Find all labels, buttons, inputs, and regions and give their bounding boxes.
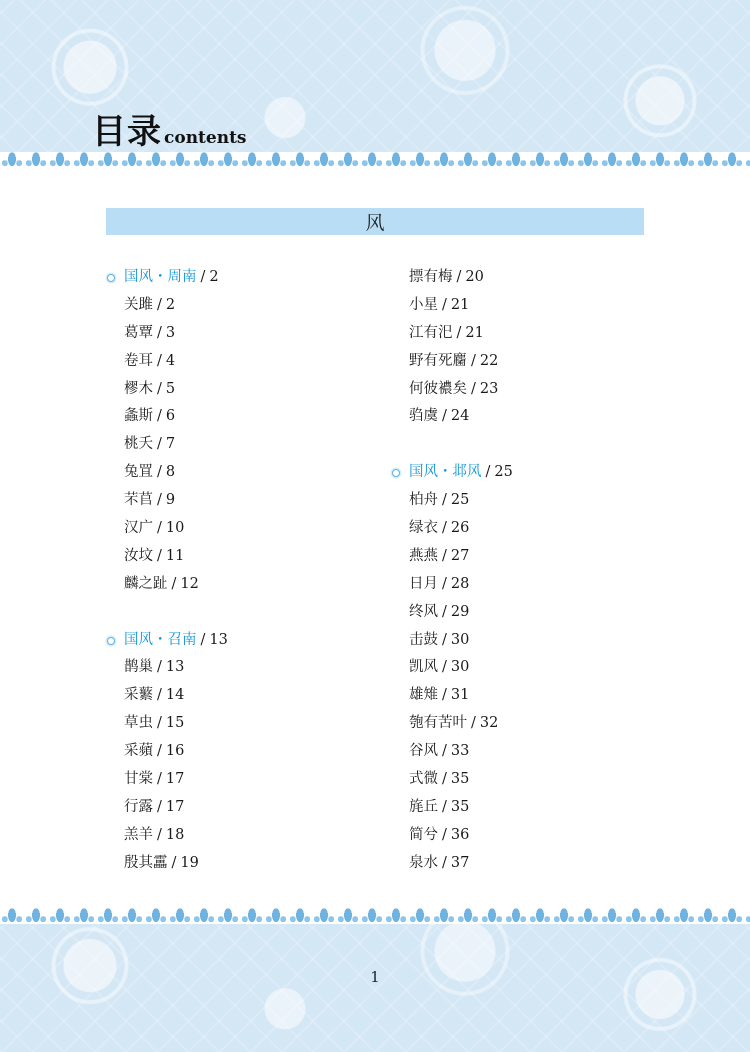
toc-page-number: 17 xyxy=(165,771,185,788)
toc-entry[interactable] xyxy=(391,710,631,738)
toc-entry[interactable] xyxy=(391,682,631,710)
page-number: 1 xyxy=(370,968,380,986)
toc-page-number: 25 xyxy=(494,464,513,481)
toc-entry-title: 江有汜 xyxy=(409,324,453,341)
toc-entry-title: 谷风 xyxy=(409,743,438,760)
toc-separator: / xyxy=(157,436,162,453)
toc-separator: / xyxy=(157,715,162,732)
toc-entry[interactable] xyxy=(391,571,631,599)
toc-page-number: 21 xyxy=(450,296,470,313)
toc-entry[interactable] xyxy=(391,766,631,794)
toc-entry-title: 国风・邶风 xyxy=(409,464,482,481)
toc-entry[interactable] xyxy=(106,403,346,431)
section-heading: 风 xyxy=(365,212,385,234)
toc-separator: / xyxy=(157,520,162,537)
toc-separator: / xyxy=(442,854,447,871)
toc-section-header[interactable] xyxy=(106,264,346,292)
toc-page-number: 31 xyxy=(450,687,470,704)
toc-separator: / xyxy=(442,547,447,564)
toc-separator: / xyxy=(442,296,447,313)
toc-page-number: 11 xyxy=(165,547,185,564)
toc-page-number: 32 xyxy=(479,715,499,732)
toc-entry[interactable] xyxy=(106,459,346,487)
toc-entry[interactable] xyxy=(391,738,631,766)
toc-entry[interactable] xyxy=(106,543,346,571)
toc-entry-title: 桃夭 xyxy=(124,436,153,453)
toc-entry-title: 野有死麕 xyxy=(409,352,467,369)
toc-separator: / xyxy=(200,631,206,648)
toc-separator: / xyxy=(442,603,447,620)
toc-separator: / xyxy=(442,575,447,592)
toc-entry[interactable] xyxy=(391,543,631,571)
toc-entry[interactable] xyxy=(106,850,346,878)
toc-entry-title: 葛覃 xyxy=(124,324,153,341)
toc-entry[interactable] xyxy=(391,403,631,431)
toc-separator: / xyxy=(157,547,162,564)
toc-entry[interactable] xyxy=(106,822,346,850)
toc-page-number: 26 xyxy=(450,520,470,537)
toc-page-number: 24 xyxy=(450,408,470,425)
toc-separator: / xyxy=(157,687,162,704)
bottom-fringe-border xyxy=(0,908,750,924)
toc-page-number: 18 xyxy=(165,826,185,843)
toc-separator: / xyxy=(442,520,447,537)
toc-page-number: 19 xyxy=(180,854,199,871)
toc-separator: / xyxy=(157,826,162,843)
toc-entry[interactable] xyxy=(106,654,346,682)
toc-entry[interactable] xyxy=(391,822,631,850)
toc-entry-title: 芣苢 xyxy=(124,492,153,509)
toc-entry[interactable] xyxy=(106,376,346,404)
toc-page-number: 27 xyxy=(450,547,470,564)
toc-entry-title: 简兮 xyxy=(409,826,438,843)
toc-entry-title: 卷耳 xyxy=(124,352,153,369)
toc-entry[interactable] xyxy=(106,515,346,543)
toc-page-number: 21 xyxy=(465,324,484,341)
toc-entry[interactable] xyxy=(106,682,346,710)
toc-entry[interactable] xyxy=(106,320,346,348)
toc-entry-title: 国风・周南 xyxy=(124,269,197,285)
toc-entry-title: 采蘋 xyxy=(124,743,153,760)
toc-page-number: 13 xyxy=(209,631,228,648)
toc-separator: / xyxy=(485,464,491,481)
toc-entry-title: 何彼襛矣 xyxy=(409,380,467,397)
toc-page-number: 8 xyxy=(165,464,176,481)
toc-page-number: 2 xyxy=(209,269,219,285)
toc-separator: / xyxy=(442,798,447,815)
toc-separator: / xyxy=(442,743,447,760)
toc-entry[interactable] xyxy=(391,794,631,822)
toc-entry[interactable] xyxy=(106,348,346,376)
toc-page-number: 22 xyxy=(479,352,499,369)
toc-separator: / xyxy=(157,798,162,815)
toc-entry[interactable] xyxy=(106,794,346,822)
toc-entry-title: 麟之趾 xyxy=(124,575,168,592)
toc-entry-title: 羔羊 xyxy=(124,826,153,843)
toc-column-right xyxy=(391,264,631,878)
toc-entry-title: 鹊巢 xyxy=(124,659,153,676)
toc-entry[interactable] xyxy=(106,738,346,766)
toc-spacer xyxy=(391,431,631,459)
toc-entry-title: 匏有苦叶 xyxy=(409,715,467,732)
toc-entry-title: 摽有梅 xyxy=(409,269,453,285)
toc-entry-title: 螽斯 xyxy=(124,408,153,425)
toc-entry-title: 燕燕 xyxy=(409,547,438,564)
toc-separator: / xyxy=(171,854,177,871)
toc-entry[interactable] xyxy=(391,376,631,404)
toc-separator: / xyxy=(157,408,162,425)
toc-entry-title: 雄雉 xyxy=(409,687,438,704)
toc-page-number: 23 xyxy=(479,380,499,397)
toc-separator: / xyxy=(442,631,447,648)
toc-separator: / xyxy=(157,771,162,788)
toc-separator: / xyxy=(442,659,447,676)
toc-page-number: 14 xyxy=(165,687,185,704)
toc-section-header[interactable] xyxy=(106,627,346,655)
toc-entry[interactable] xyxy=(391,654,631,682)
toc-page-number: 20 xyxy=(465,269,484,285)
toc-page-number: 7 xyxy=(165,436,176,453)
toc-separator: / xyxy=(471,352,476,369)
toc-page-number: 30 xyxy=(450,659,470,676)
toc-entry[interactable] xyxy=(106,487,346,515)
toc-entry[interactable] xyxy=(391,487,631,515)
toc-entry[interactable] xyxy=(106,292,346,320)
toc-entry-title: 草虫 xyxy=(124,715,153,732)
toc-separator: / xyxy=(157,464,162,481)
toc-entry[interactable] xyxy=(106,431,346,459)
toc-separator: / xyxy=(171,575,177,592)
toc-separator: / xyxy=(442,771,447,788)
toc-entry-title: 日月 xyxy=(409,575,438,592)
toc-entry[interactable] xyxy=(391,320,631,348)
toc-page-number: 37 xyxy=(450,854,470,871)
toc-separator: / xyxy=(157,380,162,397)
toc-entry-title: 汝坟 xyxy=(124,547,153,564)
toc-entry-title: 绿衣 xyxy=(409,520,438,537)
toc-entry[interactable] xyxy=(106,766,346,794)
toc-page-number: 9 xyxy=(165,492,176,509)
toc-column-left xyxy=(106,264,346,878)
toc-entry-title: 凯风 xyxy=(409,659,438,676)
toc-separator: / xyxy=(157,352,162,369)
toc-separator: / xyxy=(157,296,162,313)
toc-entry[interactable] xyxy=(391,348,631,376)
toc-entry-title: 驺虞 xyxy=(409,408,438,425)
toc-entry-title: 终风 xyxy=(409,603,438,620)
toc-page-number: 35 xyxy=(450,771,470,788)
toc-separator: / xyxy=(157,743,162,760)
section-heading-bar xyxy=(106,208,644,235)
toc-separator: / xyxy=(442,492,447,509)
toc-entry-title: 樛木 xyxy=(124,380,153,397)
toc-entry-title: 兔罝 xyxy=(124,464,153,481)
toc-page-number: 17 xyxy=(165,798,185,815)
toc-separator: / xyxy=(471,380,476,397)
toc-separator: / xyxy=(442,826,447,843)
toc-entry-title: 旄丘 xyxy=(409,798,438,815)
toc-spacer xyxy=(106,599,346,627)
toc-entry-title: 甘棠 xyxy=(124,771,153,788)
toc-page-number: 16 xyxy=(165,743,185,760)
page-title-chinese: 目录 xyxy=(92,112,162,152)
toc-entry-title: 行露 xyxy=(124,798,153,815)
toc-separator: / xyxy=(456,269,462,285)
toc-page-number: 4 xyxy=(165,352,176,369)
toc-page-number: 5 xyxy=(165,380,176,397)
toc-entry-title: 泉水 xyxy=(409,854,438,871)
page-title-english: contents xyxy=(164,128,247,148)
toc-separator: / xyxy=(157,324,162,341)
toc-page-number: 10 xyxy=(165,520,185,537)
top-fringe-border xyxy=(0,152,750,168)
toc-page-number: 36 xyxy=(450,826,470,843)
toc-separator: / xyxy=(200,269,206,285)
toc-entry-title: 国风・召南 xyxy=(124,631,197,648)
toc-page-number: 35 xyxy=(450,798,470,815)
toc-separator: / xyxy=(442,408,447,425)
toc-separator: / xyxy=(471,715,476,732)
toc-entry[interactable] xyxy=(106,710,346,738)
toc-entry[interactable] xyxy=(391,627,631,655)
toc-page-number: 28 xyxy=(450,575,470,592)
toc-page-number: 25 xyxy=(450,492,470,509)
toc-entry[interactable] xyxy=(391,850,631,878)
toc-page-number: 33 xyxy=(450,743,470,760)
toc-entry[interactable] xyxy=(391,264,631,292)
toc-page-number: 13 xyxy=(165,659,185,676)
toc-page-number: 30 xyxy=(450,631,470,648)
toc-separator: / xyxy=(157,492,162,509)
toc-page-number: 3 xyxy=(165,324,176,341)
toc-page-number: 29 xyxy=(450,603,470,620)
toc-section-header[interactable] xyxy=(391,459,631,487)
toc-separator: / xyxy=(442,687,447,704)
toc-entry-title: 关雎 xyxy=(124,296,153,313)
toc-entry-title: 式微 xyxy=(409,771,438,788)
toc-entry-title: 小星 xyxy=(409,296,438,313)
toc-entry-title: 采蘩 xyxy=(124,687,153,704)
toc-entry[interactable] xyxy=(391,292,631,320)
toc-entry-title: 柏舟 xyxy=(409,492,438,509)
toc-separator: / xyxy=(157,659,162,676)
toc-entry-title: 汉广 xyxy=(124,520,153,537)
toc-page-number: 2 xyxy=(165,296,176,313)
toc-page-number: 15 xyxy=(165,715,185,732)
toc-entry[interactable] xyxy=(106,571,346,599)
toc-separator: / xyxy=(456,324,462,341)
toc-page-number: 6 xyxy=(165,408,176,425)
toc-entry-title: 击鼓 xyxy=(409,631,438,648)
page-title xyxy=(92,104,247,153)
toc-entry-title: 殷其靁 xyxy=(124,854,168,871)
toc-entry[interactable] xyxy=(391,599,631,627)
toc-page-number: 12 xyxy=(180,575,199,592)
toc-entry[interactable] xyxy=(391,515,631,543)
